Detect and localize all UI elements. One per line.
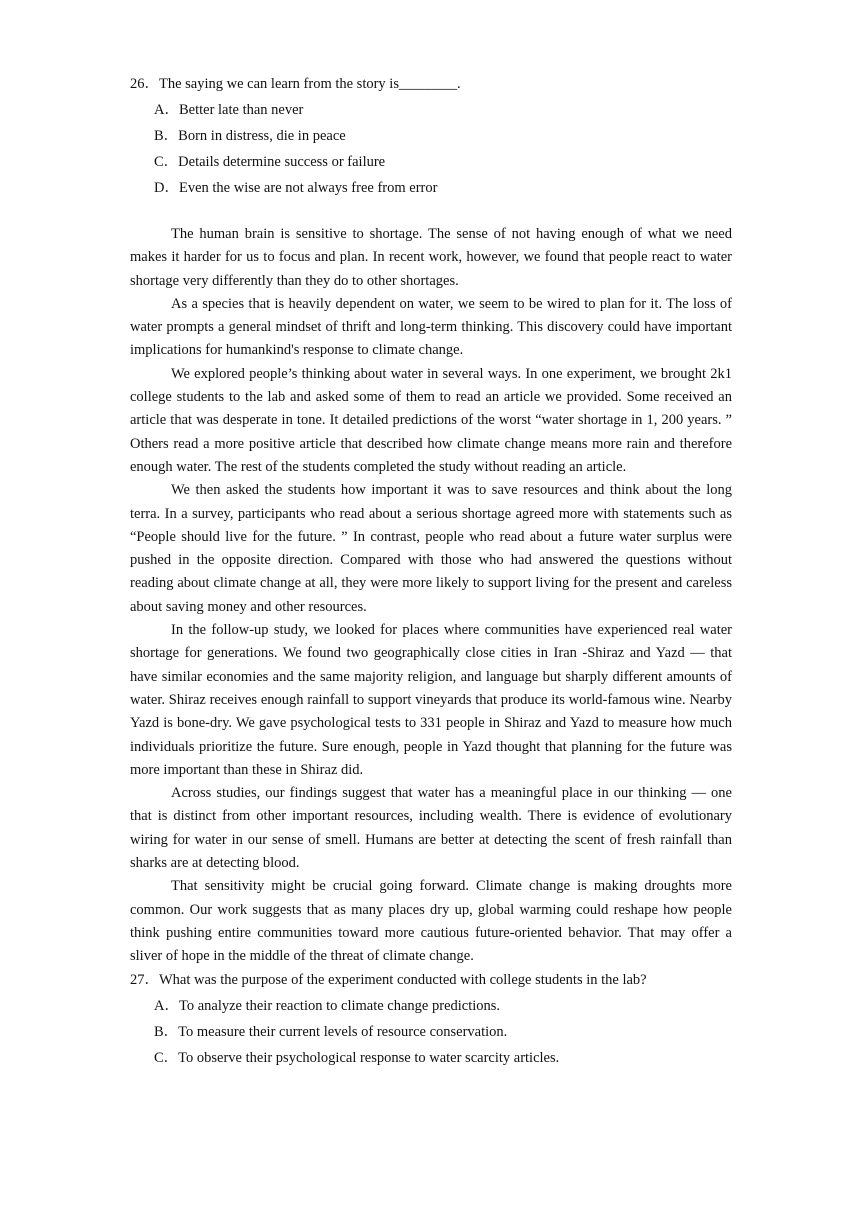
option-c: C．Details determine success or failure xyxy=(154,154,386,170)
option-b: B．Born in distress, die in peace xyxy=(154,128,346,144)
option-a: A．Better late than never xyxy=(154,102,304,118)
passage-paragraph-1: The human brain is sensitive to shortage. The sense of not having enough of what we need makes it harder for us to focus and plan. In recent work, however, we found that people react to water shortage very differently than they do to other shortages. xyxy=(130,226,732,289)
passage-paragraph-6: Across studies, our findings suggest that water has a meaningful place in our thinking — one that is distinct from other important resources, including wealth. There is evidence of evolutionary wiring for water in our sense of smell. Humans are better at detecting the scent of fresh rainfall than sharks are at detecting blood. xyxy=(130,785,732,872)
option-b: B．To measure their current levels of resource conservation. xyxy=(154,1023,508,1040)
option-d: D．Even the wise are not always free from error xyxy=(154,180,438,196)
question-27 xyxy=(130,969,732,995)
passage-paragraph-5: In the follow-up study, we looked for places where communities have experienced real water shortage for generations. We found two geographically close cities in Iran -Shiraz and Yazd — that have similar economies and the same majority religion, and language but sharply different amounts of water. Shiraz receives enough rainfall to support vineyards that produce its world-famous wine. Nearby Yazd is bone-dry. We gave psychological tests to 331 people in Shiraz and Yazd to measure how much individuals prioritize the future. Sure enough, people in Yazd thought that planning for the future was more important than these in Shiraz did. xyxy=(130,622,732,778)
question-26 xyxy=(130,73,732,99)
question-end: . xyxy=(456,76,461,92)
answer-blank: ________ xyxy=(398,76,457,92)
spacer xyxy=(130,203,732,223)
question-number: 26． xyxy=(130,76,159,92)
passage-paragraph-2: As a species that is heavily dependent on water, we seem to be wired to plan for it. The loss of water prompts a general mindset of thrift and long-term thinking. This discovery could have important implications for humankind's response to climate change. xyxy=(130,295,732,359)
passage-paragraph-7: That sensitivity might be crucial going forward. Climate change is making droughts more common. Our work suggests that as many places dry up, global warming could reshape how people think pushing entire communities toward more cautious future-oriented behavior. That may offer a sliver of hope in the middle of the threat of climate change. xyxy=(130,878,732,965)
question-stem: The saying we can learn from the story is xyxy=(159,76,399,92)
document-page xyxy=(130,73,732,1073)
option-c: C．To observe their psychological response to water scarcity articles. xyxy=(154,1049,560,1066)
passage-paragraph-4: We then asked the students how important it was to save resources and think about the long terra. In a survey, participants who read about a serious shortage agreed more with statements such as “People should live for the future. ” In contrast, people who read about a future water surplus were pushed in the opposite direction. Compared with those who had answered the questions without reading about climate change at all, they were more likely to support living for the present and careless about saving money and other resources. xyxy=(130,482,732,615)
option-a: A．To analyze their reaction to climate change predictions. xyxy=(154,997,501,1014)
passage-paragraph-3: We explored people’s thinking about water in several ways. In one experiment, we brought 2k1 college students to the lab and asked some of them to read an article we provided. Some received an article that was desperate in tone. It detailed predictions of the worst “water shortage in 1, 200 years. ” Others read a more positive article that described how climate change means more rain and therefore enough water. The rest of the students completed the study without reading an article. xyxy=(130,365,732,475)
question-number: 27． xyxy=(130,971,159,988)
question-stem: What was the purpose of the experiment conducted with college students in the lab? xyxy=(159,971,647,988)
